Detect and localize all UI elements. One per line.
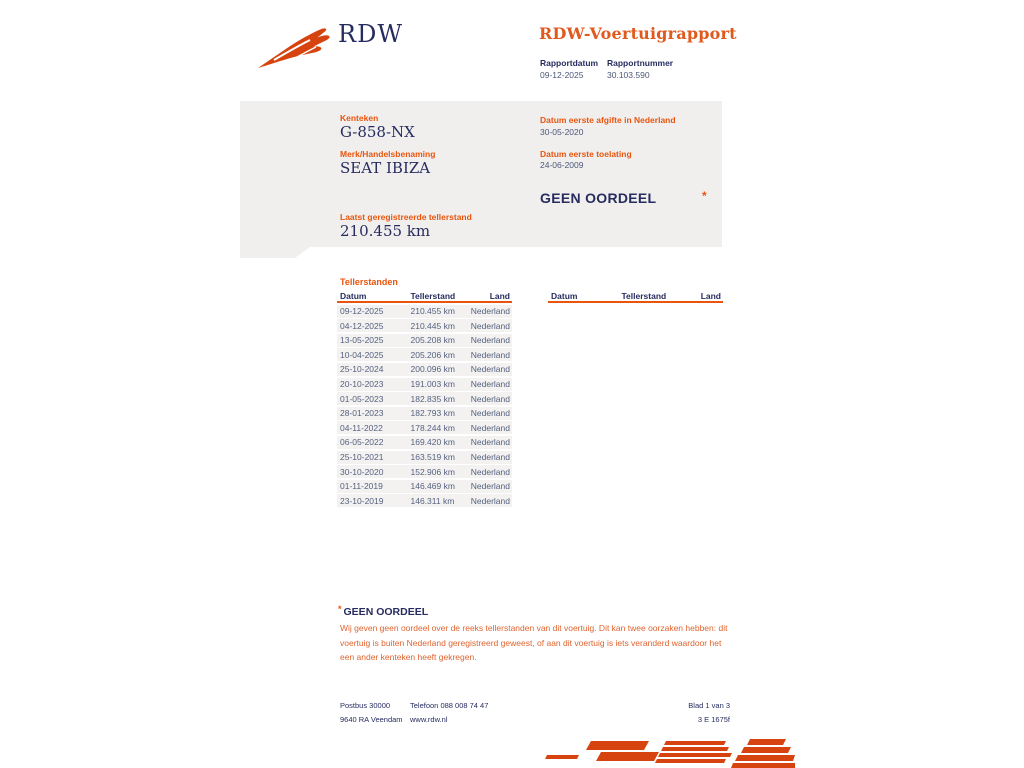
table-cell: Nederland: [470, 306, 510, 317]
report-date-label: Rapportdatum: [540, 58, 599, 68]
table-cell: 13-05-2025: [340, 335, 384, 346]
table-cell: 28-01-2023: [340, 408, 384, 419]
footnote-asterisk: *: [338, 604, 342, 614]
table-cell: 178.244 km: [410, 422, 455, 433]
odometer-value: 210.455 km: [340, 222, 431, 240]
first-admission-value: 24-06-2009: [540, 160, 584, 170]
table-cell: 25-10-2024: [340, 364, 384, 375]
column-header-land: Land: [700, 290, 721, 301]
table-cell: Nederland: [470, 335, 510, 346]
table-cell: 163.519 km: [410, 452, 455, 463]
rdw-stripes-graphic-icon: [545, 736, 795, 768]
odometer-label: Laatst geregistreerde tellerstand: [340, 212, 472, 222]
table-cell: 146.311 km: [410, 495, 455, 506]
readings-table-right: [548, 290, 723, 303]
readings-section-title: Tellerstanden: [340, 277, 398, 287]
table-row: [337, 348, 512, 361]
table-cell: 30-10-2020: [340, 466, 384, 477]
table-cell: 04-11-2022: [340, 422, 383, 433]
table-cell: Nederland: [470, 481, 510, 492]
footnote-title: [338, 604, 428, 618]
table-cell: Nederland: [470, 437, 510, 448]
first-issue-value: 30-05-2020: [540, 127, 584, 137]
table-cell: 10-04-2025: [340, 349, 384, 360]
verdict-text: GEEN OORDEEL: [540, 190, 657, 206]
table-row: [337, 378, 512, 391]
footer-address-line1: Postbus 30000: [340, 701, 391, 710]
table-cell: 23-10-2019: [340, 495, 384, 506]
table-row: [337, 451, 512, 464]
table-row: [337, 319, 512, 332]
table-cell: 182.835 km: [410, 393, 455, 404]
readings-table-left: [337, 290, 512, 507]
table-cell: Nederland: [470, 349, 510, 360]
report-number-value: 30.103.590: [607, 70, 650, 80]
table-cell: 152.906 km: [410, 466, 455, 477]
table-cell: 210.445 km: [410, 320, 455, 331]
first-issue-label: Datum eerste afgifte in Nederland: [540, 115, 676, 125]
report-title: RDW-Voertuigrapport: [539, 24, 737, 43]
table-cell: 169.420 km: [410, 437, 455, 448]
table-cell: Nederland: [470, 422, 510, 433]
table-cell: Nederland: [470, 452, 510, 463]
table-cell: 182.793 km: [410, 408, 455, 419]
column-header-tellerstand: Tellerstand: [621, 290, 667, 301]
readings-table-header: [337, 290, 512, 303]
license-plate-value: G-858-NX: [340, 123, 415, 141]
table-row: [337, 465, 512, 478]
table-cell: 04-12-2025: [340, 320, 384, 331]
rdw-logo-wordmark: RDW: [338, 20, 403, 48]
license-plate-label: Kenteken: [340, 113, 379, 123]
footer-website-link[interactable]: www.rdw.nl: [410, 715, 448, 724]
make-label: Merk/Handelsbenaming: [340, 149, 436, 159]
table-cell: 25-10-2021: [340, 452, 384, 463]
table-cell: 20-10-2023: [340, 379, 384, 390]
table-row: [337, 305, 512, 318]
vehicle-summary-box-tab: [240, 247, 310, 258]
table-cell: 210.455 km: [410, 306, 455, 317]
table-cell: 146.469 km: [410, 481, 455, 492]
table-cell: 01-05-2023: [340, 393, 384, 404]
table-row: [337, 363, 512, 376]
report-number-label: Rapportnummer: [607, 58, 674, 68]
table-cell: Nederland: [470, 320, 510, 331]
column-header-land: Land: [489, 290, 510, 301]
readings-table-header: [548, 290, 723, 303]
footnote-title-text: GEEN OORDEEL: [343, 606, 429, 618]
report-date-value: 09-12-2025: [540, 70, 584, 80]
table-cell: 191.003 km: [410, 379, 455, 390]
table-row: [337, 421, 512, 434]
footer-phone: Telefoon 088 008 74 47: [410, 701, 489, 710]
table-cell: Nederland: [470, 495, 510, 506]
table-row: [337, 436, 512, 449]
table-cell: Nederland: [470, 379, 510, 390]
table-cell: Nederland: [470, 466, 510, 477]
table-cell: Nederland: [470, 408, 510, 419]
table-cell: Nederland: [470, 393, 510, 404]
footer-page-number: Blad 1 van 3: [688, 701, 730, 710]
table-cell: 200.096 km: [410, 364, 455, 375]
table-cell: 01-11-2019: [340, 481, 383, 492]
readings-table-body: [337, 305, 512, 508]
first-admission-label: Datum eerste toelating: [540, 149, 632, 159]
column-header-tellerstand: Tellerstand: [410, 290, 456, 301]
table-cell: 09-12-2025: [340, 306, 384, 317]
footnote-body: Wij geven geen oordeel over de reeks tellerstanden van dit voertuig. Dit kan twee oorzaken hebben: dit voertuig is buiten Nederland geregistreerd geweest, of aan dit voertuig is iets veranderd waardoor het een ander kenteken heeft gekregen.: [340, 623, 728, 662]
make-value: SEAT IBIZA: [340, 159, 431, 177]
table-row: [337, 407, 512, 420]
table-row: [337, 480, 512, 493]
footer-address-line2: 9640 RA Veendam: [340, 715, 403, 724]
table-row: [337, 392, 512, 405]
column-header-datum: Datum: [340, 290, 367, 301]
column-header-datum: Datum: [551, 290, 578, 301]
table-row: [337, 494, 512, 507]
footer-form-code: 3 E 1675f: [697, 715, 730, 724]
verdict-asterisk: *: [702, 189, 707, 203]
table-cell: 205.208 km: [410, 335, 455, 346]
rdw-bird-logo-icon: [256, 26, 334, 70]
table-cell: 205.206 km: [410, 349, 455, 360]
table-cell: Nederland: [470, 364, 510, 375]
table-row: [337, 334, 512, 347]
table-cell: 06-05-2022: [340, 437, 384, 448]
